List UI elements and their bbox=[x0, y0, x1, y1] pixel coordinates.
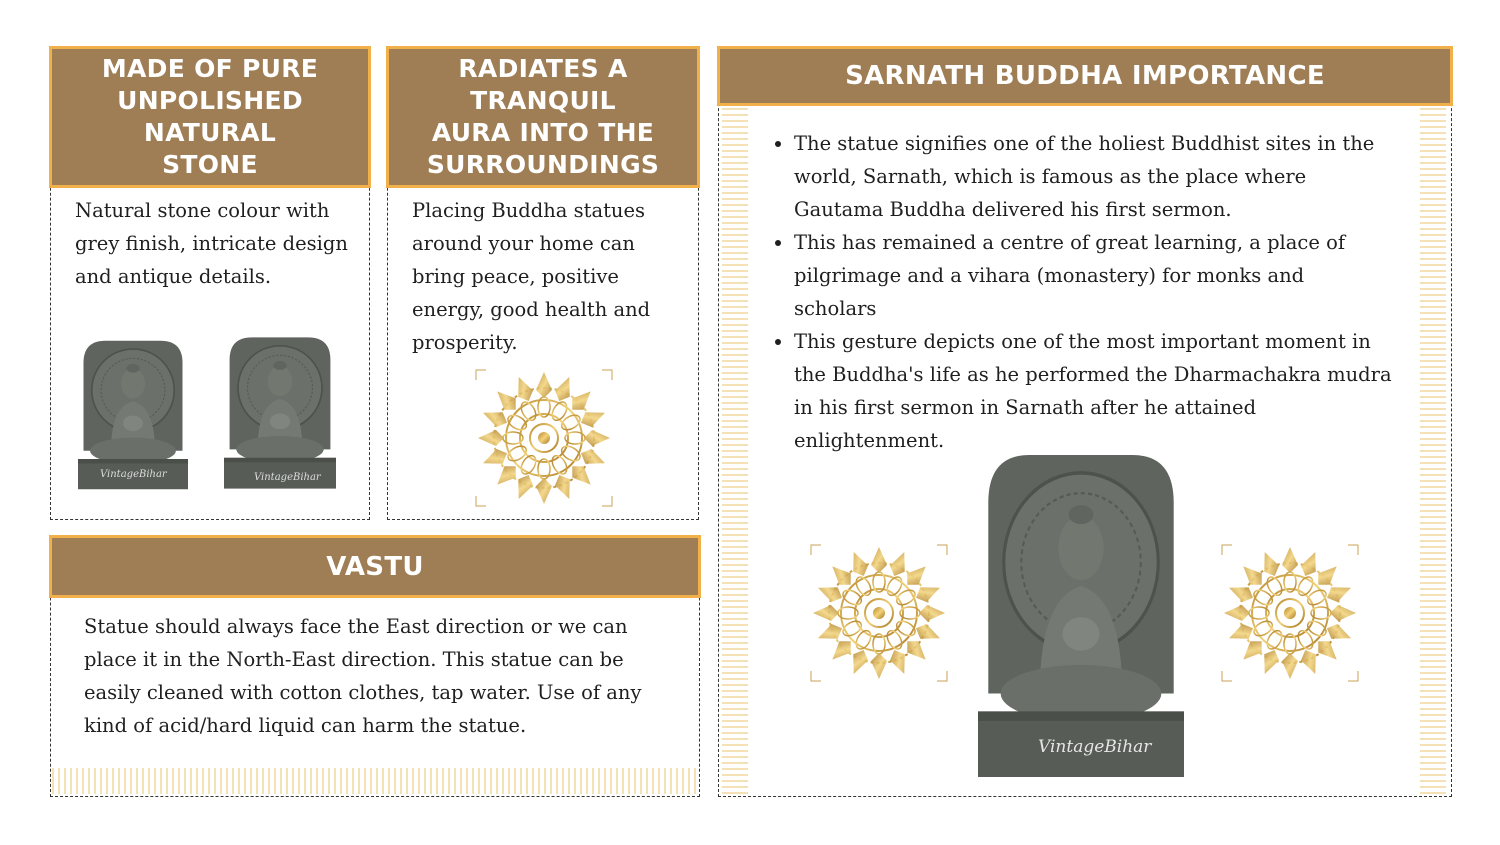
list-item: • This has remained a centre of great learning, a place of pilgrimage and a vihara (monastery) for monks and scholars bbox=[794, 226, 1392, 325]
watermark-text: VintageBihar bbox=[1038, 737, 1152, 757]
aura-card-text: Placing Buddha statues around your home can bring peace, positive energy, good health and prosperity. bbox=[412, 199, 651, 354]
buddha-statue-icon bbox=[78, 325, 188, 505]
stone-card-text: Natural stone colour with grey finish, intricate design and antique details. bbox=[75, 199, 348, 288]
importance-card-title: SARNATH BUDDHA IMPORTANCE bbox=[717, 46, 1453, 106]
decorative-border bbox=[1420, 106, 1446, 794]
buddha-statue-icon bbox=[978, 455, 1184, 777]
decorative-border bbox=[52, 768, 698, 794]
importance-points bbox=[772, 127, 1392, 457]
stone-card-title: MADE OF PURE UNPOLISHED NATURAL STONE bbox=[49, 46, 371, 188]
watermark-text: VintageBihar bbox=[100, 469, 167, 480]
vastu-card-text: Statue should always face the East direction or we can place it in the North-East direction. This statue can be easily cleaned with cotton clothes, tap water. Use of any kind of acid/hard liquid can harm the statue. bbox=[84, 615, 642, 737]
mandala-icon bbox=[809, 543, 949, 683]
vastu-card-title: VASTU bbox=[49, 535, 701, 598]
watermark-text: VintageBihar bbox=[254, 472, 321, 483]
list-item: • The statue signifies one of the holiest Buddhist sites in the world, Sarnath, which is famous as the place where Gautama Buddha delivered his first sermon. bbox=[794, 127, 1392, 226]
aura-card-title: RADIATES A TRANQUIL AURA INTO THE SURROUNDINGS bbox=[386, 46, 700, 188]
mandala-icon bbox=[1220, 543, 1360, 683]
decorative-border bbox=[722, 106, 748, 794]
list-item: • This gesture depicts one of the most important moment in the Buddha's life as he performed the Dharmachakra mudra in his first sermon in Sarnath after he attained enlightenment. bbox=[794, 325, 1392, 457]
buddha-statue-icon bbox=[224, 322, 336, 504]
mandala-icon bbox=[474, 368, 614, 508]
